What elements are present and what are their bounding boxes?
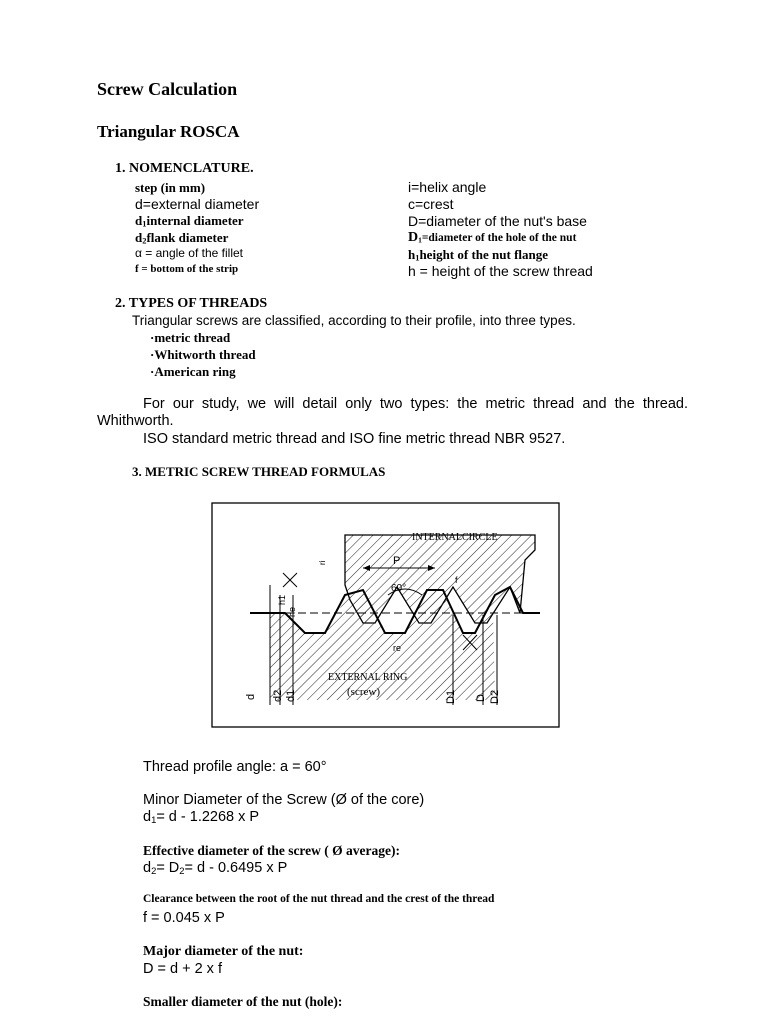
thread-angle-text: Thread profile angle: a = 60° bbox=[143, 759, 327, 775]
section-formulas-heading: 3. METRIC SCREW THREAD FORMULAS bbox=[132, 464, 386, 479]
screw-label: (screw) bbox=[347, 686, 380, 698]
nomenclature-h: h = height of the screw thread bbox=[408, 263, 593, 279]
f-label: f bbox=[455, 575, 458, 585]
major-diameter-formula: D = d + 2 x f bbox=[143, 961, 222, 977]
nomenclature-i: i=helix angle bbox=[408, 179, 487, 195]
effective-diameter-title: Effective diameter of the screw ( Ø average): bbox=[143, 843, 401, 858]
study-paragraph-line2: Whithworth. bbox=[97, 413, 174, 429]
nomenclature-D: D=diameter of the nut's base bbox=[408, 213, 587, 229]
d2-label: d2 bbox=[272, 689, 284, 702]
smaller-diameter-title: Smaller diameter of the nut (hole): bbox=[143, 994, 343, 1009]
h1-label: h1 bbox=[277, 594, 287, 605]
types-intro: Triangular screws are classified, according to their profile, into three types. bbox=[132, 313, 576, 328]
he-label: he bbox=[287, 606, 297, 617]
D2-label: D2 bbox=[489, 689, 501, 704]
minor-diameter-formula: $d_1= d - 1.2268$ x P bbox=[143, 809, 260, 825]
nomenclature-d: d=external diameter bbox=[135, 196, 260, 212]
D-label: D bbox=[475, 694, 487, 702]
study-paragraph-line1: For our study, we will detail only two types: the metric thread and the thread. bbox=[143, 396, 688, 412]
ri-label: ri bbox=[318, 560, 327, 565]
type-american: ·American ring bbox=[150, 364, 236, 379]
page-subtitle: Triangular ROSCA bbox=[97, 122, 240, 141]
clearance-formula: f = 0.045 x P bbox=[143, 910, 225, 926]
section-types-heading: 2. TYPES OF THREADS bbox=[115, 296, 268, 311]
nomenclature-D1: $D_1=diameter$ of the hole of the nut bbox=[408, 230, 577, 245]
iso-paragraph: ISO standard metric thread and ISO fine metric thread NBR 9527. bbox=[143, 431, 566, 447]
d-label: d bbox=[245, 693, 257, 700]
type-metric: ·metric thread bbox=[150, 330, 231, 345]
external-ring-label: EXTERNAL RING bbox=[328, 672, 408, 683]
section-nomenclature-heading: 1. NOMENCLATURE. bbox=[115, 161, 254, 176]
pitch-label: P bbox=[393, 555, 401, 567]
D1-label: D1 bbox=[445, 689, 457, 704]
nomenclature-h1: $h_1height$ of the nut flange bbox=[408, 247, 549, 263]
re-label: re bbox=[393, 643, 402, 653]
page-title: Screw Calculation bbox=[97, 79, 238, 99]
internal-circle-label: INTERNALCIRCLE bbox=[412, 532, 498, 543]
nomenclature-alpha: α = angle of the fillet bbox=[135, 246, 244, 260]
nomenclature-f: f = bottom of the strip bbox=[135, 263, 239, 275]
effective-diameter-formula: $d_2= D_2= d - 0.6495$ x P bbox=[143, 860, 288, 876]
minor-diameter-title: Minor Diameter of the Screw (Ø of the core) bbox=[143, 792, 425, 808]
angle-label: 60° bbox=[391, 583, 407, 594]
nomenclature-step: step (in mm) bbox=[135, 180, 206, 195]
nomenclature-d1: $d_1internal$ diameter bbox=[135, 213, 244, 229]
nomenclature-d2: $d_2flank$ diameter bbox=[135, 230, 229, 246]
major-diameter-title: Major diameter of the nut: bbox=[143, 944, 304, 959]
d1-label: d1 bbox=[285, 689, 297, 702]
type-whitworth: ·Whitworth thread bbox=[150, 347, 256, 362]
thread-profile-diagram bbox=[205, 495, 565, 745]
clearance-title: Clearance between the root of the nut thread and the crest of the thread bbox=[143, 893, 495, 905]
nomenclature-c: c=crest bbox=[408, 196, 454, 212]
